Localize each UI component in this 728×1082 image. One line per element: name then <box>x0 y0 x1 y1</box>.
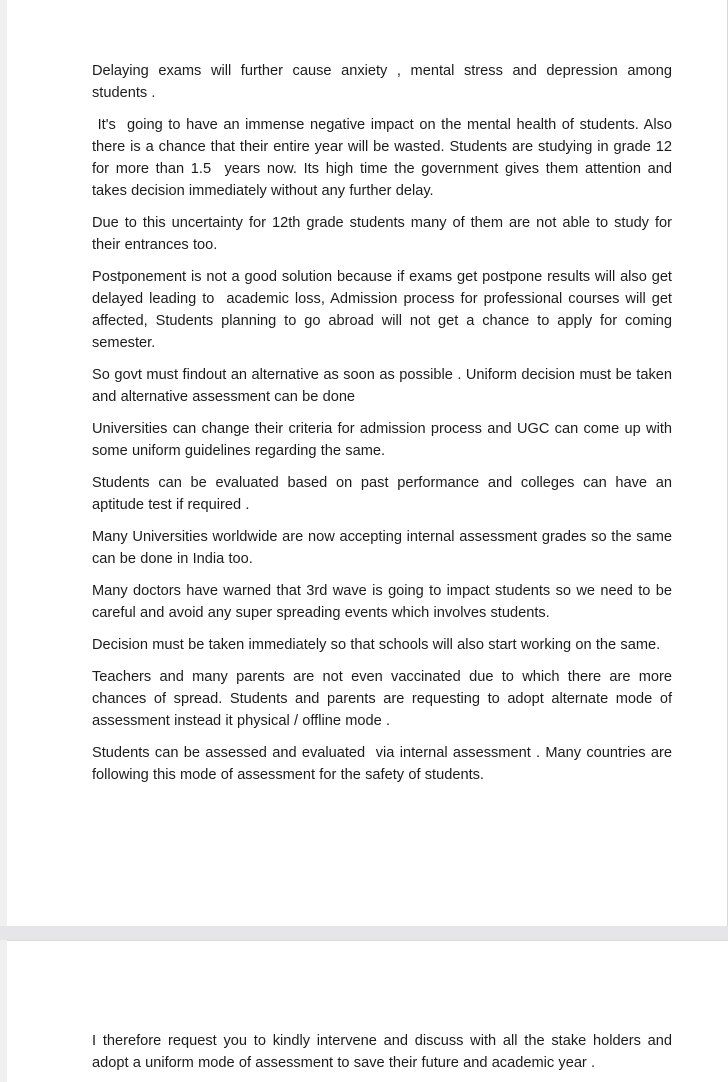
paragraph-third-wave: Many doctors have warned that 3rd wave is going to impact students so we need to be careful and avoid any super spreading events which involves students. <box>92 583 677 622</box>
paragraph-internal-grades: Many Universities worldwide are now accepting internal assessment grades so the same can be done in India too. <box>92 529 677 568</box>
paragraph-decision-urgency: Decision must be taken immediately so that schools will also start working on the same. <box>92 637 661 654</box>
paragraph-past-performance: Students can be evaluated based on past performance and colleges can have an aptitude test if required . <box>92 475 677 514</box>
page-2-text <box>92 1030 677 1074</box>
paragraph-postponement: Postponement is not a good solution because if exams get postpone results will also get delayed leading to academic loss, Admission process for professional courses will get affected, Students planning to go abroad will not get a chance to apply for coming semester. <box>92 269 677 352</box>
paragraph-internal-assessment: Students can be assessed and evaluated via internal assessment . Many countries are following this mode of assessment for the safety of students. <box>92 745 677 784</box>
paragraph-vaccination: Teachers and many parents are not even vaccinated due to which there are more chances of spread. Students and parents are requesting to adopt alternate mode of assessment instead it physical / offline mode . <box>92 669 677 730</box>
paragraph-exam-delay-anxiety: Delaying exams will further cause anxiety , mental stress and depression among students . <box>92 63 677 102</box>
paragraph-closing-request: I therefore request you to kindly intervene and discuss with all the stake holders and adopt a uniform mode of assessment to save their future and academic year . <box>92 1033 677 1072</box>
viewer-left-margin <box>0 0 7 1082</box>
paragraph-alternative-needed: So govt must findout an alternative as soon as possible . Uniform decision must be taken and alternative assessment can be done <box>92 367 677 406</box>
paragraph-mental-health-impact: It's going to have an immense negative impact on the mental health of students. Also there is a chance that their entire year will be wasted. Students are studying in grade 12 for more than 1.5 years now. Its high time the government gives them attention and takes decision immediately without any further delay. <box>92 116 677 200</box>
paragraph-university-criteria: Universities can change their criteria for admission process and UGC can come up with some uniform guidelines regarding the same. <box>92 421 677 460</box>
page-1-text <box>92 60 677 786</box>
document-page-2 <box>7 940 728 1082</box>
document-page-1 <box>7 0 728 926</box>
paragraph-entrance-uncertainty: Due to this uncertainty for 12th grade students many of them are not able to study for their entrances too. <box>92 215 677 254</box>
page-separator <box>0 926 728 940</box>
